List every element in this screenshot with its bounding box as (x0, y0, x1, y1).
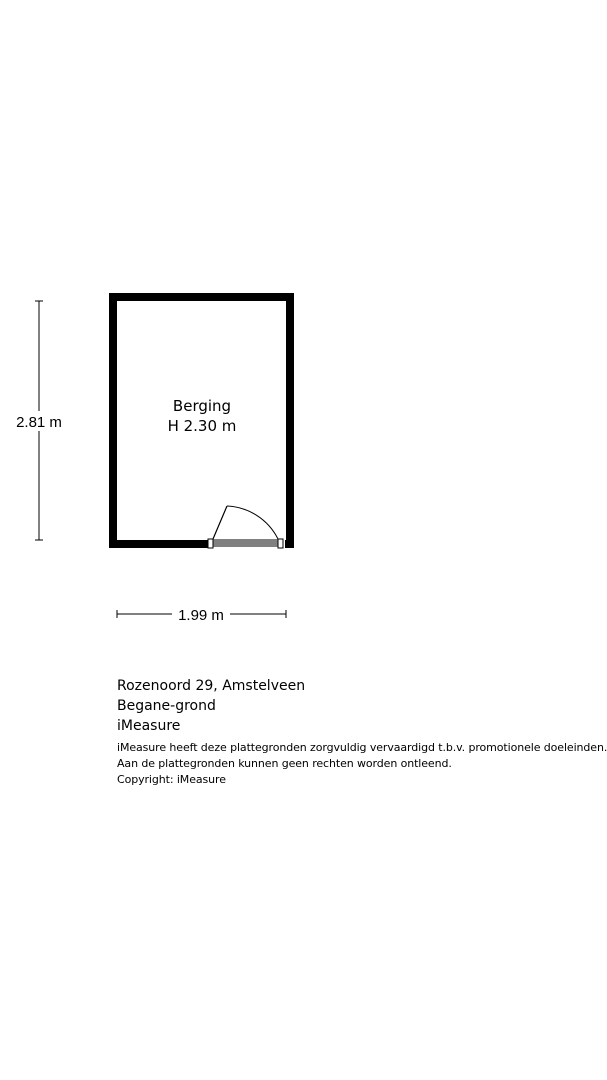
door-jamb-right (278, 539, 283, 548)
floor-name: Begane-grond (117, 698, 216, 714)
door-jamb-left (208, 539, 213, 548)
door-leaf (213, 506, 227, 539)
address: Rozenoord 29, Amstelveen (117, 678, 306, 694)
room-name: Berging (172, 397, 232, 415)
horizontal-dimension (117, 604, 286, 624)
dimension-label-vertical: 2.81 m (16, 414, 62, 431)
company-name: iMeasure (117, 718, 181, 734)
disclaimer-line-2: Aan de plattegronden kunnen geen rechten worden ontleend. (117, 757, 452, 770)
dimension-label-horizontal: 1.99 m (178, 607, 224, 624)
vertical-dimension (12, 301, 66, 540)
room-height: H 2.30 m (167, 417, 237, 435)
copyright: Copyright: iMeasure (117, 773, 226, 786)
door (208, 506, 285, 548)
door-swing-arc (227, 506, 278, 539)
disclaimer-line-1: iMeasure heeft deze plattegronden zorgvuldig vervaardigd t.b.v. promotionele doeleinden. (117, 741, 607, 754)
plan-info (117, 676, 607, 788)
